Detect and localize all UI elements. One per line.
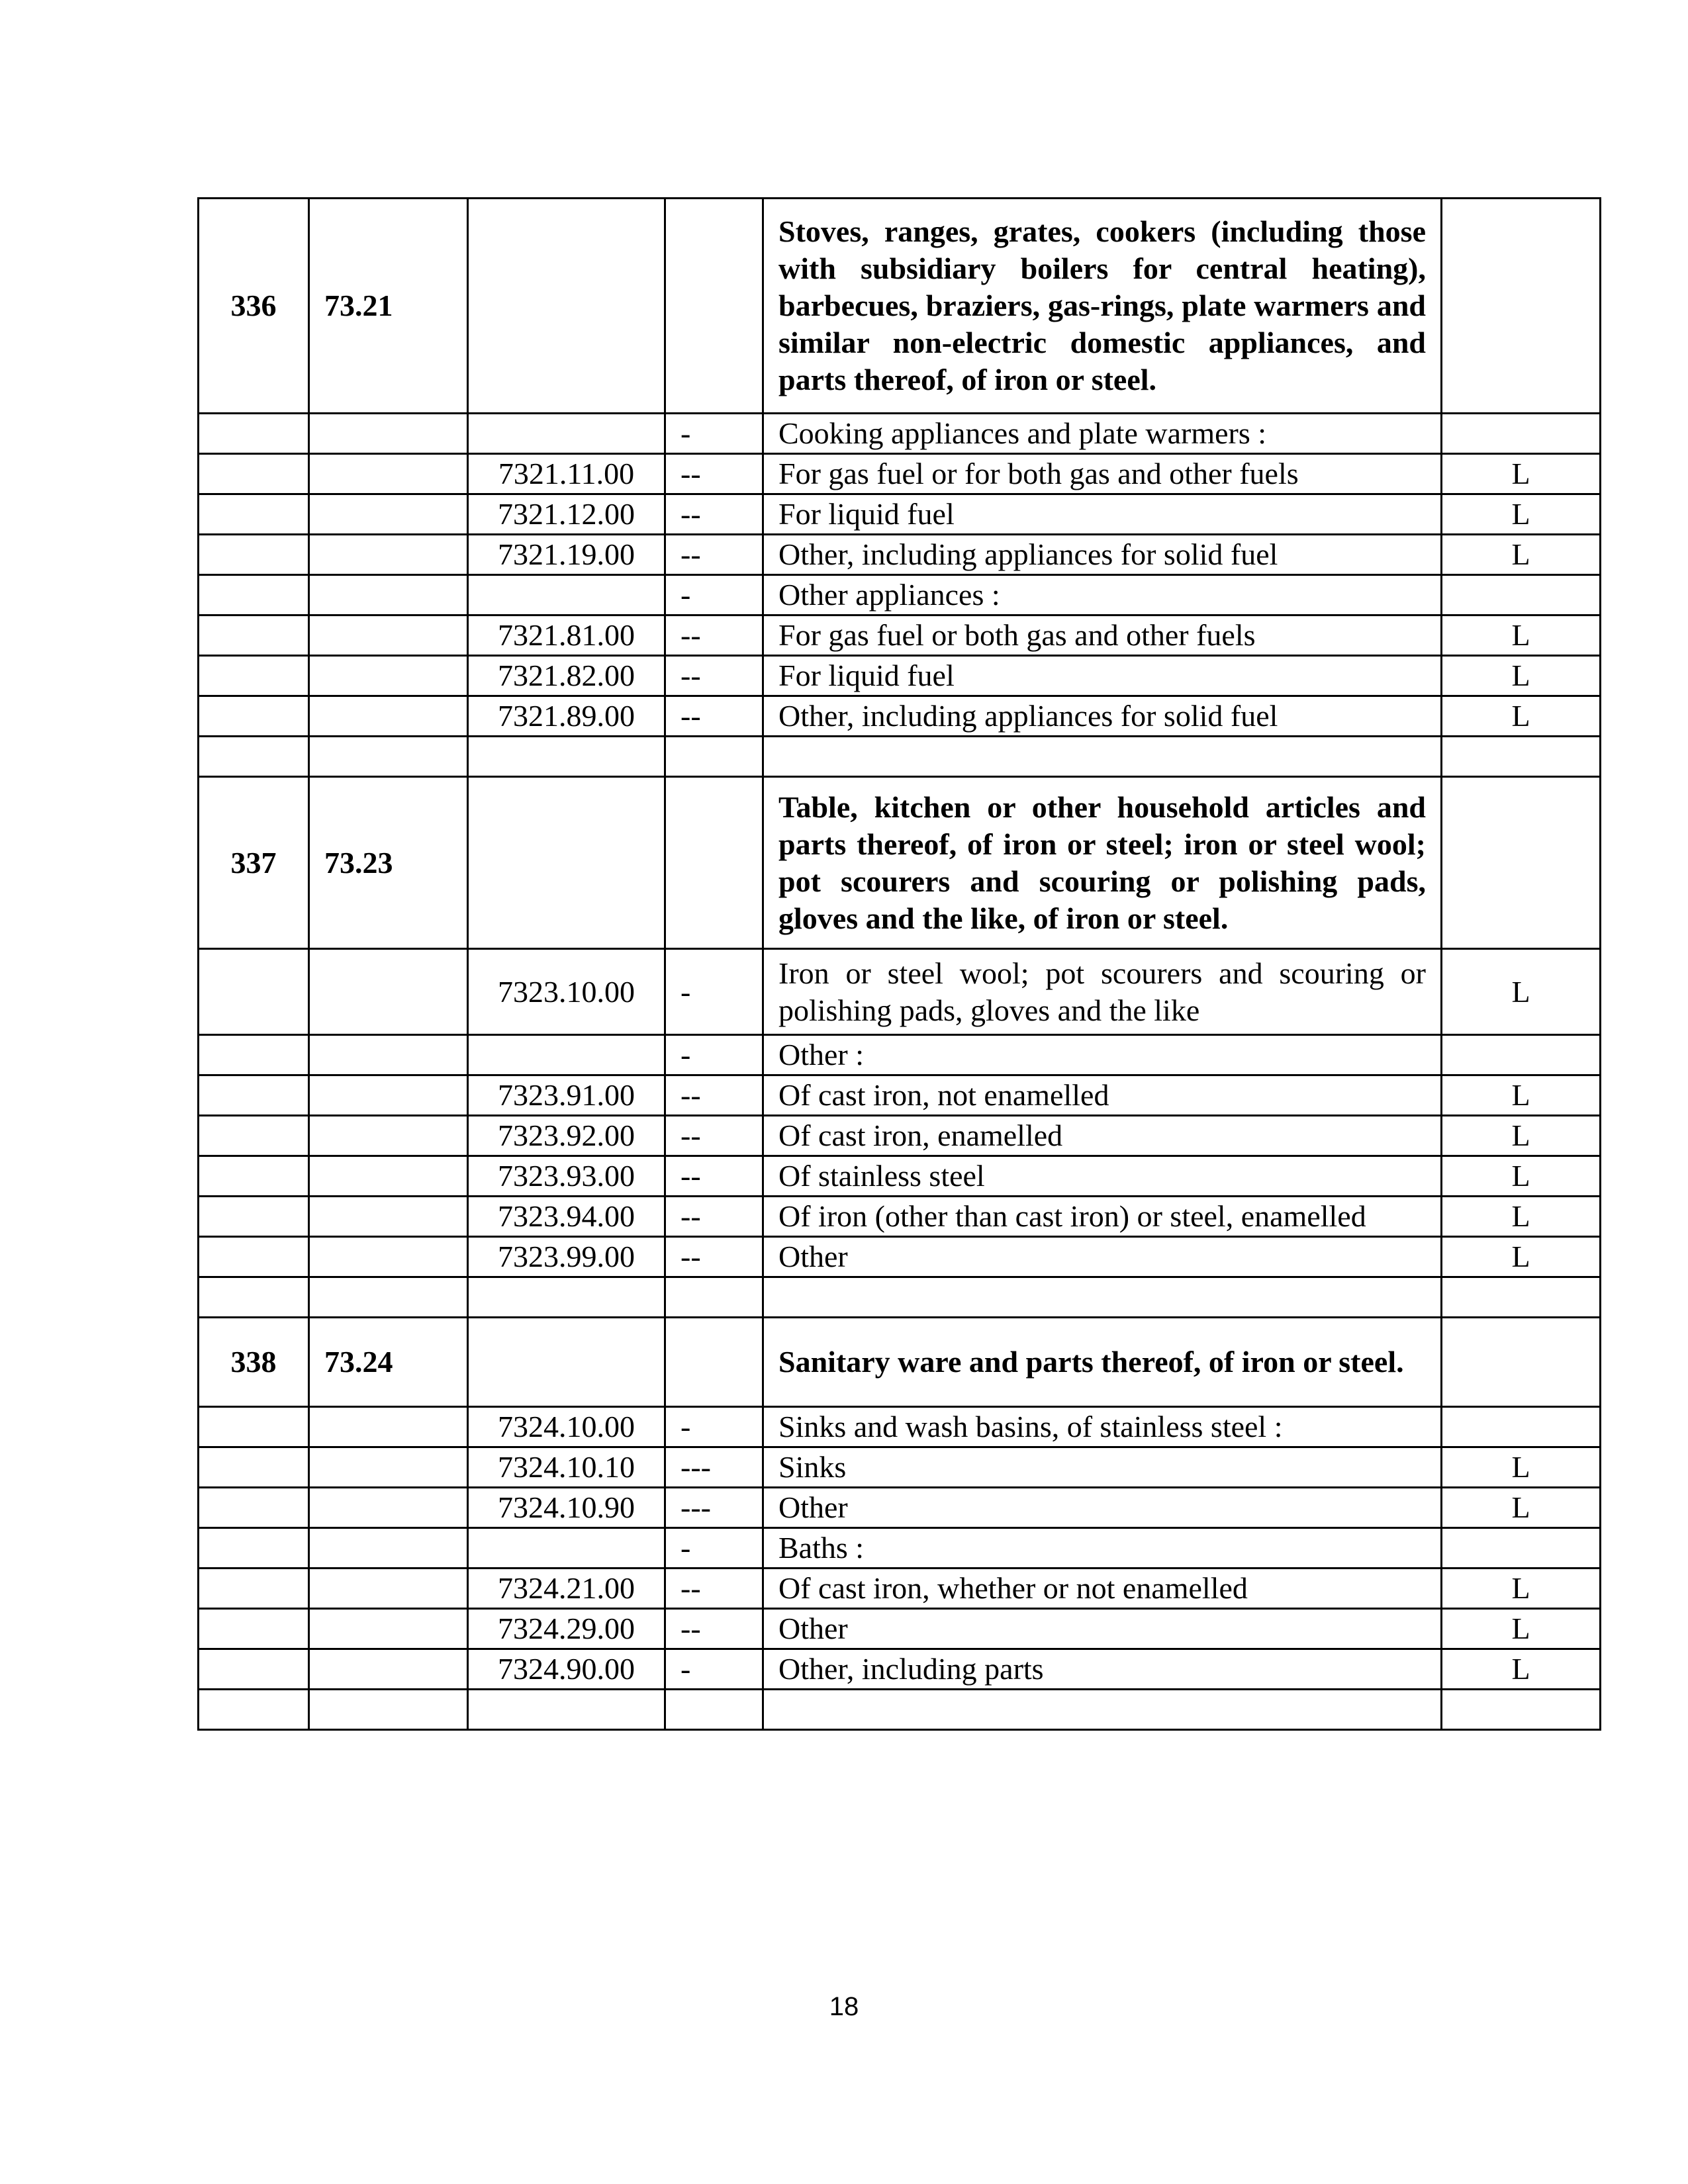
table-row bbox=[199, 1609, 1601, 1649]
unit-cell: L bbox=[1442, 1488, 1601, 1528]
level-dash-cell: -- bbox=[665, 494, 763, 535]
tariff-code-cell: 7324.10.00 bbox=[468, 1407, 665, 1447]
level-dash-cell: -- bbox=[665, 1156, 763, 1197]
level-dash-cell: -- bbox=[665, 1075, 763, 1116]
description-cell: Other, including appliances for solid fuel bbox=[763, 696, 1442, 737]
description-cell: Stoves, ranges, grates, cookers (including those with subsidiary boilers for central heating), barbecues, braziers, gas-rings, plate warmers and similar non-electric domestic appliances, and parts thereof, of iron or steel. bbox=[763, 199, 1442, 414]
description-cell: Sinks bbox=[763, 1447, 1442, 1488]
unit-cell bbox=[1442, 1277, 1601, 1318]
heading-code-cell bbox=[309, 1528, 468, 1569]
level-dash-cell bbox=[665, 737, 763, 777]
description-cell: Of stainless steel bbox=[763, 1156, 1442, 1197]
heading-code-cell bbox=[309, 414, 468, 454]
tariff-code-cell: 7321.81.00 bbox=[468, 615, 665, 656]
row-number-cell bbox=[199, 615, 309, 656]
row-number-cell: 337 bbox=[199, 777, 309, 949]
description-cell bbox=[763, 1277, 1442, 1318]
heading-code-cell bbox=[309, 1197, 468, 1237]
row-number-cell bbox=[199, 454, 309, 494]
tariff-code-cell: 7323.99.00 bbox=[468, 1237, 665, 1277]
tariff-code-cell: 7323.94.00 bbox=[468, 1197, 665, 1237]
unit-cell bbox=[1442, 1528, 1601, 1569]
table-row bbox=[199, 1277, 1601, 1318]
heading-code-cell bbox=[309, 737, 468, 777]
heading-code-cell bbox=[309, 1116, 468, 1156]
table-row bbox=[199, 535, 1601, 575]
heading-code-cell bbox=[309, 1156, 468, 1197]
tariff-code-cell: 7324.10.90 bbox=[468, 1488, 665, 1528]
row-number-cell bbox=[199, 1407, 309, 1447]
description-cell: Other : bbox=[763, 1035, 1442, 1075]
level-dash-cell: --- bbox=[665, 1488, 763, 1528]
unit-cell: L bbox=[1442, 1649, 1601, 1690]
table-row bbox=[199, 454, 1601, 494]
heading-code-cell bbox=[309, 1690, 468, 1730]
table-row bbox=[199, 949, 1601, 1035]
unit-cell bbox=[1442, 1407, 1601, 1447]
level-dash-cell: -- bbox=[665, 615, 763, 656]
table-row bbox=[199, 199, 1601, 414]
tariff-code-cell: 7321.11.00 bbox=[468, 454, 665, 494]
heading-code-cell bbox=[309, 615, 468, 656]
description-cell: Other bbox=[763, 1237, 1442, 1277]
tariff-code-cell bbox=[468, 414, 665, 454]
table-row bbox=[199, 1156, 1601, 1197]
heading-code-cell bbox=[309, 696, 468, 737]
heading-code-cell: 73.21 bbox=[309, 199, 468, 414]
table-row bbox=[199, 737, 1601, 777]
table-row bbox=[199, 1237, 1601, 1277]
table-row bbox=[199, 1488, 1601, 1528]
tariff-code-cell: 7321.82.00 bbox=[468, 656, 665, 696]
row-number-cell bbox=[199, 1569, 309, 1609]
row-number-cell bbox=[199, 535, 309, 575]
level-dash-cell: - bbox=[665, 414, 763, 454]
tariff-code-cell: 7323.92.00 bbox=[468, 1116, 665, 1156]
heading-code-cell bbox=[309, 535, 468, 575]
level-dash-cell: - bbox=[665, 575, 763, 615]
unit-cell: L bbox=[1442, 615, 1601, 656]
tariff-code-cell: 7321.19.00 bbox=[468, 535, 665, 575]
heading-code-cell bbox=[309, 1488, 468, 1528]
row-number-cell bbox=[199, 1488, 309, 1528]
heading-code-cell bbox=[309, 656, 468, 696]
unit-cell bbox=[1442, 737, 1601, 777]
row-number-cell bbox=[199, 1075, 309, 1116]
row-number-cell bbox=[199, 656, 309, 696]
heading-code-cell bbox=[309, 1237, 468, 1277]
table-row bbox=[199, 1035, 1601, 1075]
unit-cell bbox=[1442, 414, 1601, 454]
tariff-table-body bbox=[199, 199, 1601, 1730]
tariff-code-cell bbox=[468, 1318, 665, 1407]
table-row bbox=[199, 656, 1601, 696]
tariff-code-cell: 7323.93.00 bbox=[468, 1156, 665, 1197]
tariff-code-cell bbox=[468, 1277, 665, 1318]
row-number-cell bbox=[199, 1447, 309, 1488]
tariff-code-cell bbox=[468, 199, 665, 414]
row-number-cell bbox=[199, 1528, 309, 1569]
table-row bbox=[199, 615, 1601, 656]
table-row bbox=[199, 1447, 1601, 1488]
description-cell: Other appliances : bbox=[763, 575, 1442, 615]
description-cell: Of cast iron, enamelled bbox=[763, 1116, 1442, 1156]
description-cell: Table, kitchen or other household articles and parts thereof, of iron or steel; iron or steel wool; pot scourers and scouring or polishing pads, gloves and the like, of iron or steel. bbox=[763, 777, 1442, 949]
heading-code-cell: 73.24 bbox=[309, 1318, 468, 1407]
table-row bbox=[199, 696, 1601, 737]
unit-cell bbox=[1442, 575, 1601, 615]
heading-code-cell bbox=[309, 575, 468, 615]
page-number: 18 bbox=[829, 1992, 859, 2021]
table-row bbox=[199, 1649, 1601, 1690]
tariff-code-cell: 7324.10.10 bbox=[468, 1447, 665, 1488]
heading-code-cell bbox=[309, 1035, 468, 1075]
unit-cell: L bbox=[1442, 1075, 1601, 1116]
row-number-cell bbox=[199, 1156, 309, 1197]
description-cell: Of cast iron, not enamelled bbox=[763, 1075, 1442, 1116]
table-row bbox=[199, 575, 1601, 615]
level-dash-cell: - bbox=[665, 1407, 763, 1447]
level-dash-cell: -- bbox=[665, 454, 763, 494]
unit-cell: L bbox=[1442, 1237, 1601, 1277]
level-dash-cell: - bbox=[665, 1528, 763, 1569]
description-cell: Baths : bbox=[763, 1528, 1442, 1569]
description-cell: Other bbox=[763, 1609, 1442, 1649]
level-dash-cell bbox=[665, 777, 763, 949]
level-dash-cell bbox=[665, 1318, 763, 1407]
unit-cell: L bbox=[1442, 1569, 1601, 1609]
heading-code-cell: 73.23 bbox=[309, 777, 468, 949]
heading-code-cell bbox=[309, 1277, 468, 1318]
tariff-code-cell: 7323.91.00 bbox=[468, 1075, 665, 1116]
table-row bbox=[199, 414, 1601, 454]
description-cell: Other bbox=[763, 1488, 1442, 1528]
tariff-table bbox=[197, 197, 1601, 1731]
row-number-cell bbox=[199, 1116, 309, 1156]
unit-cell: L bbox=[1442, 696, 1601, 737]
tariff-code-cell bbox=[468, 575, 665, 615]
description-cell: Iron or steel wool; pot scourers and scouring or polishing pads, gloves and the like bbox=[763, 949, 1442, 1035]
unit-cell: L bbox=[1442, 656, 1601, 696]
description-cell: Other, including appliances for solid fuel bbox=[763, 535, 1442, 575]
unit-cell bbox=[1442, 777, 1601, 949]
description-cell: Other, including parts bbox=[763, 1649, 1442, 1690]
unit-cell: L bbox=[1442, 1116, 1601, 1156]
table-row bbox=[199, 1407, 1601, 1447]
description-cell bbox=[763, 737, 1442, 777]
unit-cell: L bbox=[1442, 535, 1601, 575]
tariff-code-cell: 7323.10.00 bbox=[468, 949, 665, 1035]
unit-cell: L bbox=[1442, 949, 1601, 1035]
description-cell: Cooking appliances and plate warmers : bbox=[763, 414, 1442, 454]
description-cell: For liquid fuel bbox=[763, 656, 1442, 696]
row-number-cell: 336 bbox=[199, 199, 309, 414]
level-dash-cell: -- bbox=[665, 1116, 763, 1156]
table-row bbox=[199, 777, 1601, 949]
description-cell: Of iron (other than cast iron) or steel, enamelled bbox=[763, 1197, 1442, 1237]
row-number-cell: 338 bbox=[199, 1318, 309, 1407]
heading-code-cell bbox=[309, 494, 468, 535]
description-cell: Sanitary ware and parts thereof, of iron or steel. bbox=[763, 1318, 1442, 1407]
unit-cell bbox=[1442, 1318, 1601, 1407]
description-cell bbox=[763, 1690, 1442, 1730]
heading-code-cell bbox=[309, 454, 468, 494]
heading-code-cell bbox=[309, 1407, 468, 1447]
unit-cell: L bbox=[1442, 1156, 1601, 1197]
tariff-code-cell: 7324.21.00 bbox=[468, 1569, 665, 1609]
row-number-cell bbox=[199, 414, 309, 454]
level-dash-cell: -- bbox=[665, 1569, 763, 1609]
tariff-code-cell bbox=[468, 777, 665, 949]
tariff-code-cell bbox=[468, 1528, 665, 1569]
table-row bbox=[199, 1318, 1601, 1407]
table-row bbox=[199, 1690, 1601, 1730]
table-row bbox=[199, 1116, 1601, 1156]
row-number-cell bbox=[199, 494, 309, 535]
level-dash-cell bbox=[665, 1690, 763, 1730]
tariff-code-cell bbox=[468, 737, 665, 777]
level-dash-cell: -- bbox=[665, 535, 763, 575]
tariff-code-cell bbox=[468, 1035, 665, 1075]
tariff-code-cell: 7321.89.00 bbox=[468, 696, 665, 737]
row-number-cell bbox=[199, 1237, 309, 1277]
row-number-cell bbox=[199, 1197, 309, 1237]
description-cell: Sinks and wash basins, of stainless steel : bbox=[763, 1407, 1442, 1447]
table-row bbox=[199, 1528, 1601, 1569]
description-cell: For gas fuel or both gas and other fuels bbox=[763, 615, 1442, 656]
level-dash-cell bbox=[665, 199, 763, 414]
heading-code-cell bbox=[309, 1609, 468, 1649]
row-number-cell bbox=[199, 575, 309, 615]
table-row bbox=[199, 1197, 1601, 1237]
level-dash-cell: - bbox=[665, 1649, 763, 1690]
level-dash-cell: -- bbox=[665, 1197, 763, 1237]
row-number-cell bbox=[199, 1690, 309, 1730]
tariff-code-cell bbox=[468, 1690, 665, 1730]
tariff-code-cell: 7324.90.00 bbox=[468, 1649, 665, 1690]
row-number-cell bbox=[199, 737, 309, 777]
level-dash-cell: -- bbox=[665, 1237, 763, 1277]
level-dash-cell: -- bbox=[665, 656, 763, 696]
row-number-cell bbox=[199, 1609, 309, 1649]
level-dash-cell: - bbox=[665, 949, 763, 1035]
unit-cell bbox=[1442, 1690, 1601, 1730]
unit-cell: L bbox=[1442, 454, 1601, 494]
row-number-cell bbox=[199, 1277, 309, 1318]
level-dash-cell: -- bbox=[665, 1609, 763, 1649]
heading-code-cell bbox=[309, 1649, 468, 1690]
heading-code-cell bbox=[309, 949, 468, 1035]
unit-cell: L bbox=[1442, 1447, 1601, 1488]
unit-cell bbox=[1442, 1035, 1601, 1075]
row-number-cell bbox=[199, 696, 309, 737]
heading-code-cell bbox=[309, 1447, 468, 1488]
table-row bbox=[199, 1569, 1601, 1609]
unit-cell: L bbox=[1442, 1609, 1601, 1649]
row-number-cell bbox=[199, 1649, 309, 1690]
description-cell: For gas fuel or for both gas and other fuels bbox=[763, 454, 1442, 494]
row-number-cell bbox=[199, 1035, 309, 1075]
level-dash-cell: --- bbox=[665, 1447, 763, 1488]
level-dash-cell bbox=[665, 1277, 763, 1318]
level-dash-cell: - bbox=[665, 1035, 763, 1075]
level-dash-cell: -- bbox=[665, 696, 763, 737]
heading-code-cell bbox=[309, 1569, 468, 1609]
table-row bbox=[199, 1075, 1601, 1116]
table-row bbox=[199, 494, 1601, 535]
description-cell: For liquid fuel bbox=[763, 494, 1442, 535]
tariff-code-cell: 7324.29.00 bbox=[468, 1609, 665, 1649]
heading-code-cell bbox=[309, 1075, 468, 1116]
unit-cell: L bbox=[1442, 1197, 1601, 1237]
unit-cell bbox=[1442, 199, 1601, 414]
unit-cell: L bbox=[1442, 494, 1601, 535]
tariff-code-cell: 7321.12.00 bbox=[468, 494, 665, 535]
row-number-cell bbox=[199, 949, 309, 1035]
description-cell: Of cast iron, whether or not enamelled bbox=[763, 1569, 1442, 1609]
